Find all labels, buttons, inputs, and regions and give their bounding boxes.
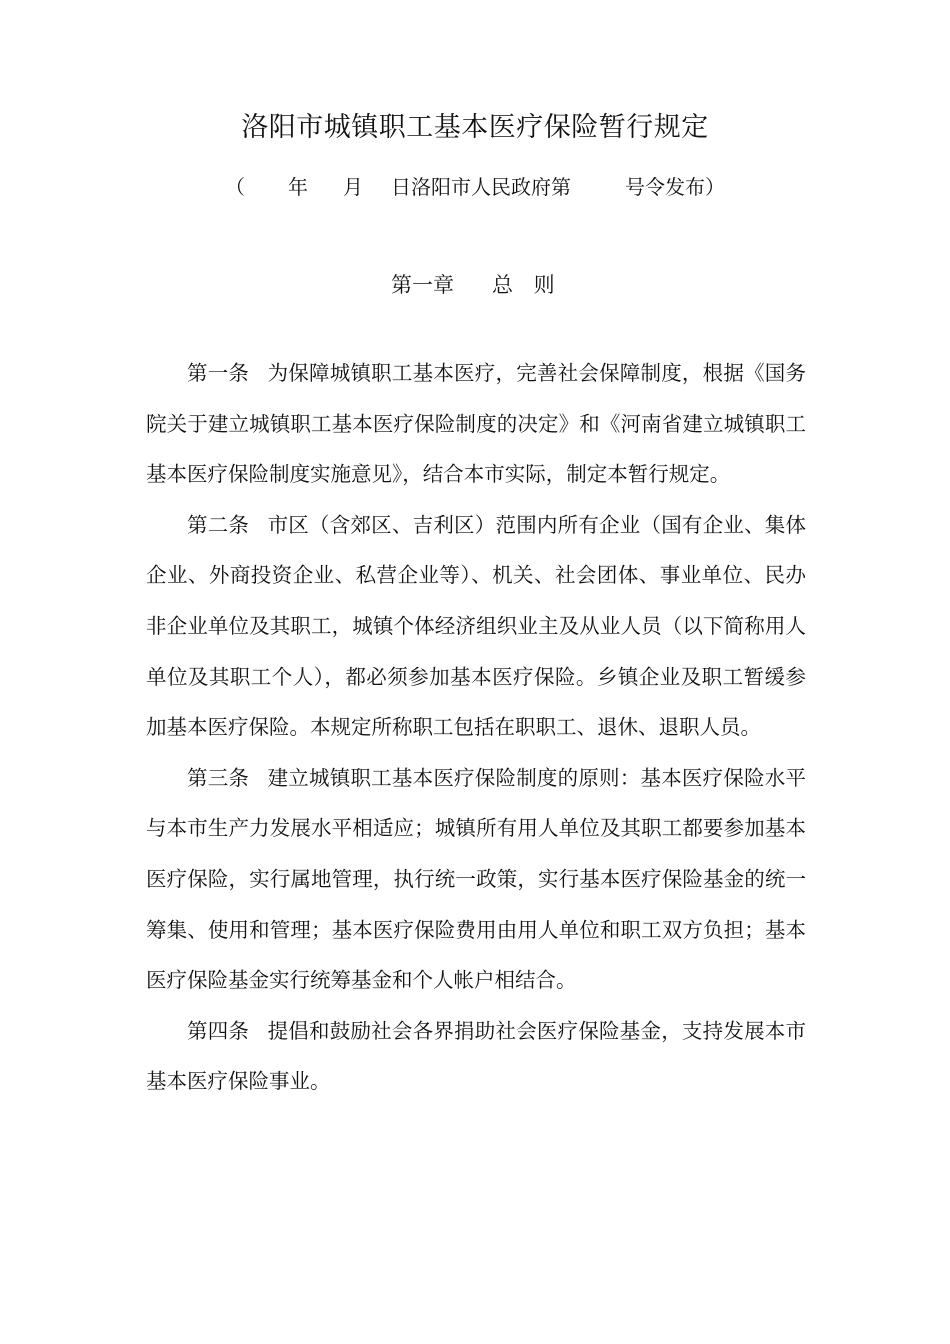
chapter-number: 第一章 [391, 273, 454, 297]
article-4 [146, 1006, 806, 1107]
issuance-open-paren: （ [225, 175, 245, 199]
issuance-year: 年 [288, 175, 308, 199]
article-label: 第四条 [187, 1018, 250, 1043]
article-label: 第三条 [187, 765, 250, 790]
article-label: 第二条 [187, 512, 250, 537]
article-text: 提倡和鼓励社会各界捐助社会医疗保险基金，支持发展本市基本医疗保险事业。 [146, 1018, 807, 1094]
issuance-day-issuer: 日洛阳市人民政府第 [391, 175, 571, 199]
document-body [146, 348, 806, 1107]
article-text: 为保障城镇职工基本医疗，完善社会保障制度，根据《国务院关于建立城镇职工基本医疗保险制度的决定》和《河南省建立城镇职工基本医疗保险制度实施意见》，结合本市实际，制定本暂行规定。 [146, 361, 807, 487]
issuance-month: 月 [343, 175, 363, 199]
chapter-name: 总 则 [492, 273, 555, 297]
article-3 [146, 753, 806, 1006]
article-text: 市区（含郊区、吉利区）范围内所有企业（国有企业、集体企业、外商投资企业、私营企业等）、机关、社会团体、事业单位、民办非企业单位及其职工，城镇个体经济组织业主及从业人员（以下简称用人单位及其职工个人），都必须参加基本医疗保险。乡镇企业及职工暂缓参加基本医疗保险。本规定所称职工包括在职职工、退休、退职人员。 [146, 512, 807, 740]
article-label: 第一条 [187, 361, 250, 385]
article-2 [146, 500, 806, 753]
issuance-line [225, 170, 735, 204]
document-title: 洛阳市城镇职工基本医疗保险暂行规定 [241, 112, 709, 143]
article-1 [146, 348, 806, 500]
article-text: 建立城镇职工基本医疗保险制度的原则：基本医疗保险水平与本市生产力发展水平相适应；城镇所有用人单位及其职工都要参加基本医疗保险，实行属地管理，执行统一政策，实行基本医疗保险基金的统一筹集、使用和管理；基本医疗保险费用由用人单位和职工双方负担；基本医疗保险基金实行统筹基金和个人帐户相结合。 [146, 765, 807, 993]
issuance-order: 号令发布） [625, 175, 725, 199]
